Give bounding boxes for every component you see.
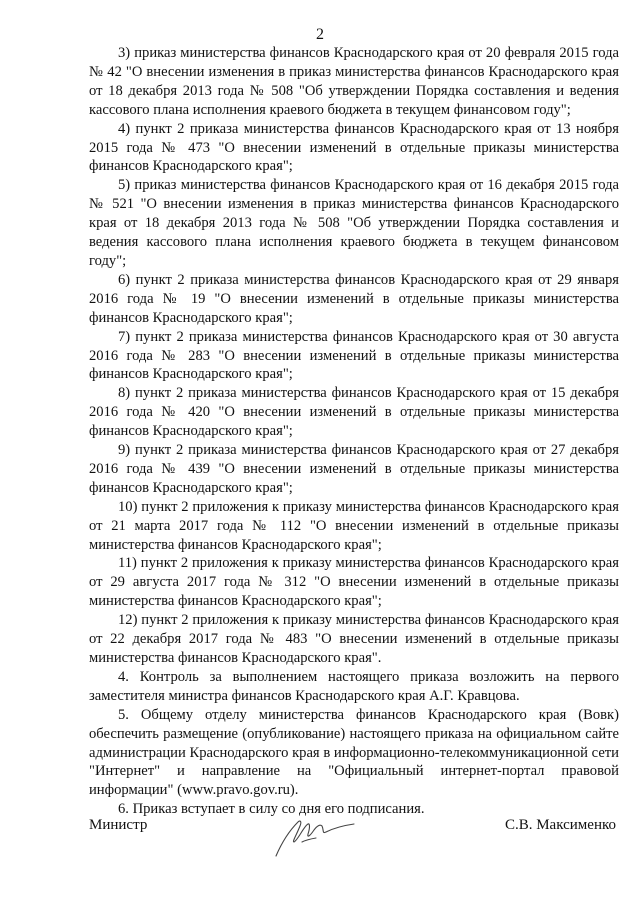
list-item: 9) пункт 2 приказа министерства финансов Краснодарского края от 27 декабря 2016 года № 439 "О внесении изменений в отдельные приказы министерства финансов Краснодарского края"; (89, 442, 619, 496)
signatory-name: С.В. Максименко (504, 817, 616, 833)
signatory-position: Министр (89, 817, 148, 833)
list-item: 3) приказ министерства финансов Краснодарского края от 20 февраля 2015 года № 42 "О внесении изменения в приказ министерства финансов Краснодарского края от 18 декабря 2013 года № 508 "Об утверждении Порядка составления и ведения кассового плана исполнения краевого бюджета в текущем финансовом году"; (89, 45, 619, 118)
handwritten-signature (272, 812, 362, 862)
page-number: 2 (316, 26, 324, 43)
list-item: 10) пункт 2 приложения к приказу министерства финансов Краснодарского края от 21 марта 2017 года № 112 "О внесении изменений в отдельные приказы министерства финансов Краснодарского края"; (89, 498, 619, 553)
list-item: 12) пункт 2 приложения к приказу министерства финансов Краснодарского края от 22 декабря 2017 года № 483 "О внесении изменений в отдельные приказы министерства финансов Краснодарского края". (89, 612, 619, 666)
publication-clause: 5. Общему отделу министерства финансов Краснодарского края (Вовк) обеспечить размещение (опубликование) настоящего приказа на официальном сайте администрации Краснодарского края в информационно-телекоммуникационной сети "Интернет" и направление на "Официальный интернет-портал правовой информации" (www.pravo.gov.ru). (89, 706, 619, 799)
document-body (89, 44, 619, 819)
list-item: 11) пункт 2 приложения к приказу министерства финансов Краснодарского края от 29 августа 2017 года № 312 "О внесении изменений в отдельные приказы министерства финансов Краснодарского края"; (89, 555, 619, 610)
list-item: 5) приказ министерства финансов Краснодарского края от 16 декабря 2015 года № 521 "О внесении изменения в приказ министерства финансов Краснодарского края от 18 декабря 2013 года № 508 "Об утверждении Порядка составления и ведения кассового плана исполнения краевого бюджета в текущем финансовом году"; (89, 177, 619, 269)
control-clause: 4. Контроль за выполнением настоящего приказа возложить на первого заместителя министра финансов Краснодарского края А.Г. Кравцова. (89, 668, 619, 704)
effective-date-clause: 6. Приказ вступает в силу со дня его подписания. (118, 801, 425, 818)
list-item: 8) пункт 2 приказа министерства финансов Краснодарского края от 15 декабря 2016 года № 420 "О внесении изменений в отдельные приказы министерства финансов Краснодарского края"; (89, 385, 619, 440)
list-item: 4) пункт 2 приказа министерства финансов Краснодарского края от 13 ноября 2015 года № 473 "О внесении изменений в отдельные приказы министерства финансов Краснодарского края"; (89, 120, 619, 175)
list-item: 7) пункт 2 приказа министерства финансов Краснодарского края от 30 августа 2016 года № 283 "О внесении изменений в отдельные приказы министерства финансов Краснодарского края"; (89, 328, 619, 383)
list-item: 6) пункт 2 приказа министерства финансов Краснодарского края от 29 января 2016 года № 19 "О внесении изменений в отдельные приказы министерства финансов Краснодарского края"; (89, 271, 619, 326)
